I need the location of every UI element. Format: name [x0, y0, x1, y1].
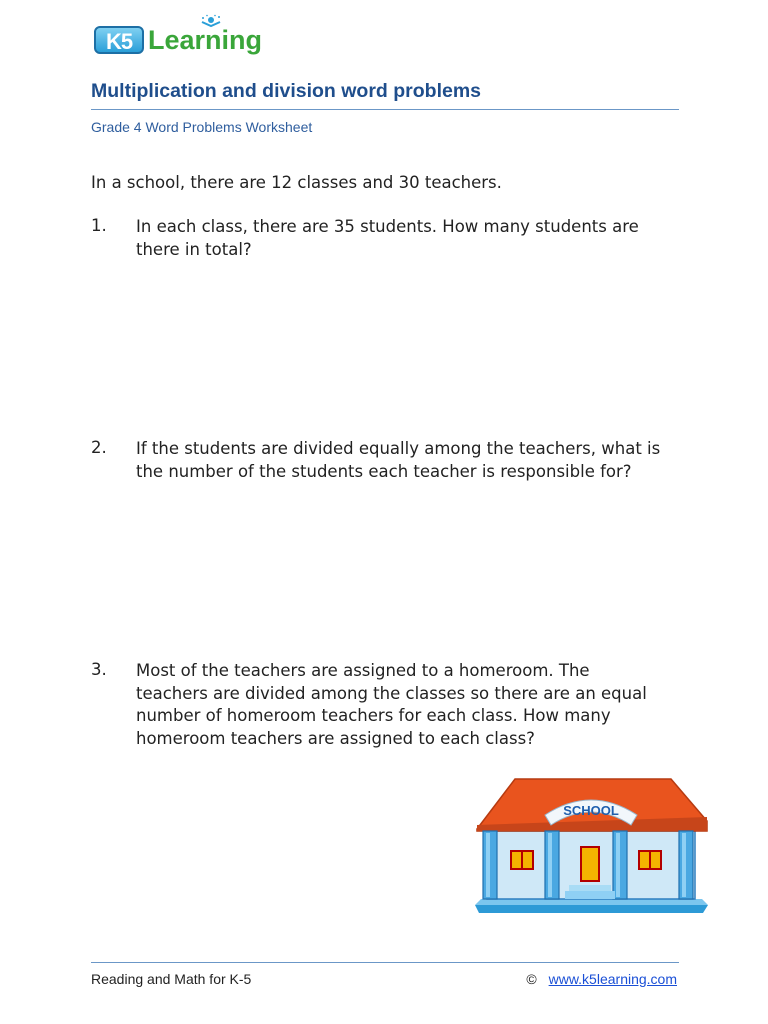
logo-wordmark: Learning: [148, 25, 263, 55]
school-building-illustration: [473, 775, 710, 917]
page-title: Multiplication and division word problems: [91, 80, 482, 102]
question-text: Most of the teachers are assigned to a homeroom. The teachers are divided among the classes so there are an equal number of homeroom teachers for each class. How many homeroom teachers are assigned to each class?: [136, 661, 647, 748]
footer-tagline: Reading and Math for K-5: [91, 971, 252, 987]
logo-figure-icon: [198, 14, 224, 34]
header-divider: [91, 109, 679, 110]
question-text: If the students are divided equally among the teachers, what is the number of the students each teacher is responsible for?: [136, 439, 661, 481]
footer-credit: [526, 971, 677, 987]
intro-text: In a school, there are 12 classes and 30 teachers.: [91, 173, 502, 192]
school-sign-label: SCHOOL: [563, 803, 619, 818]
k5-learning-logo: [94, 22, 264, 58]
question-number: 3.: [91, 660, 107, 679]
logo-badge: K5: [94, 26, 144, 54]
footer-website-link[interactable]: www.k5learning.com: [548, 971, 677, 987]
question-number: 2.: [91, 438, 107, 457]
question-text: In each class, there are 35 students. How many students are there in total?: [136, 217, 639, 259]
copyright-symbol: ©: [526, 971, 537, 987]
page-subtitle: Grade 4 Word Problems Worksheet: [91, 119, 313, 135]
footer-divider: [91, 962, 679, 963]
question-number: 1.: [91, 216, 107, 235]
